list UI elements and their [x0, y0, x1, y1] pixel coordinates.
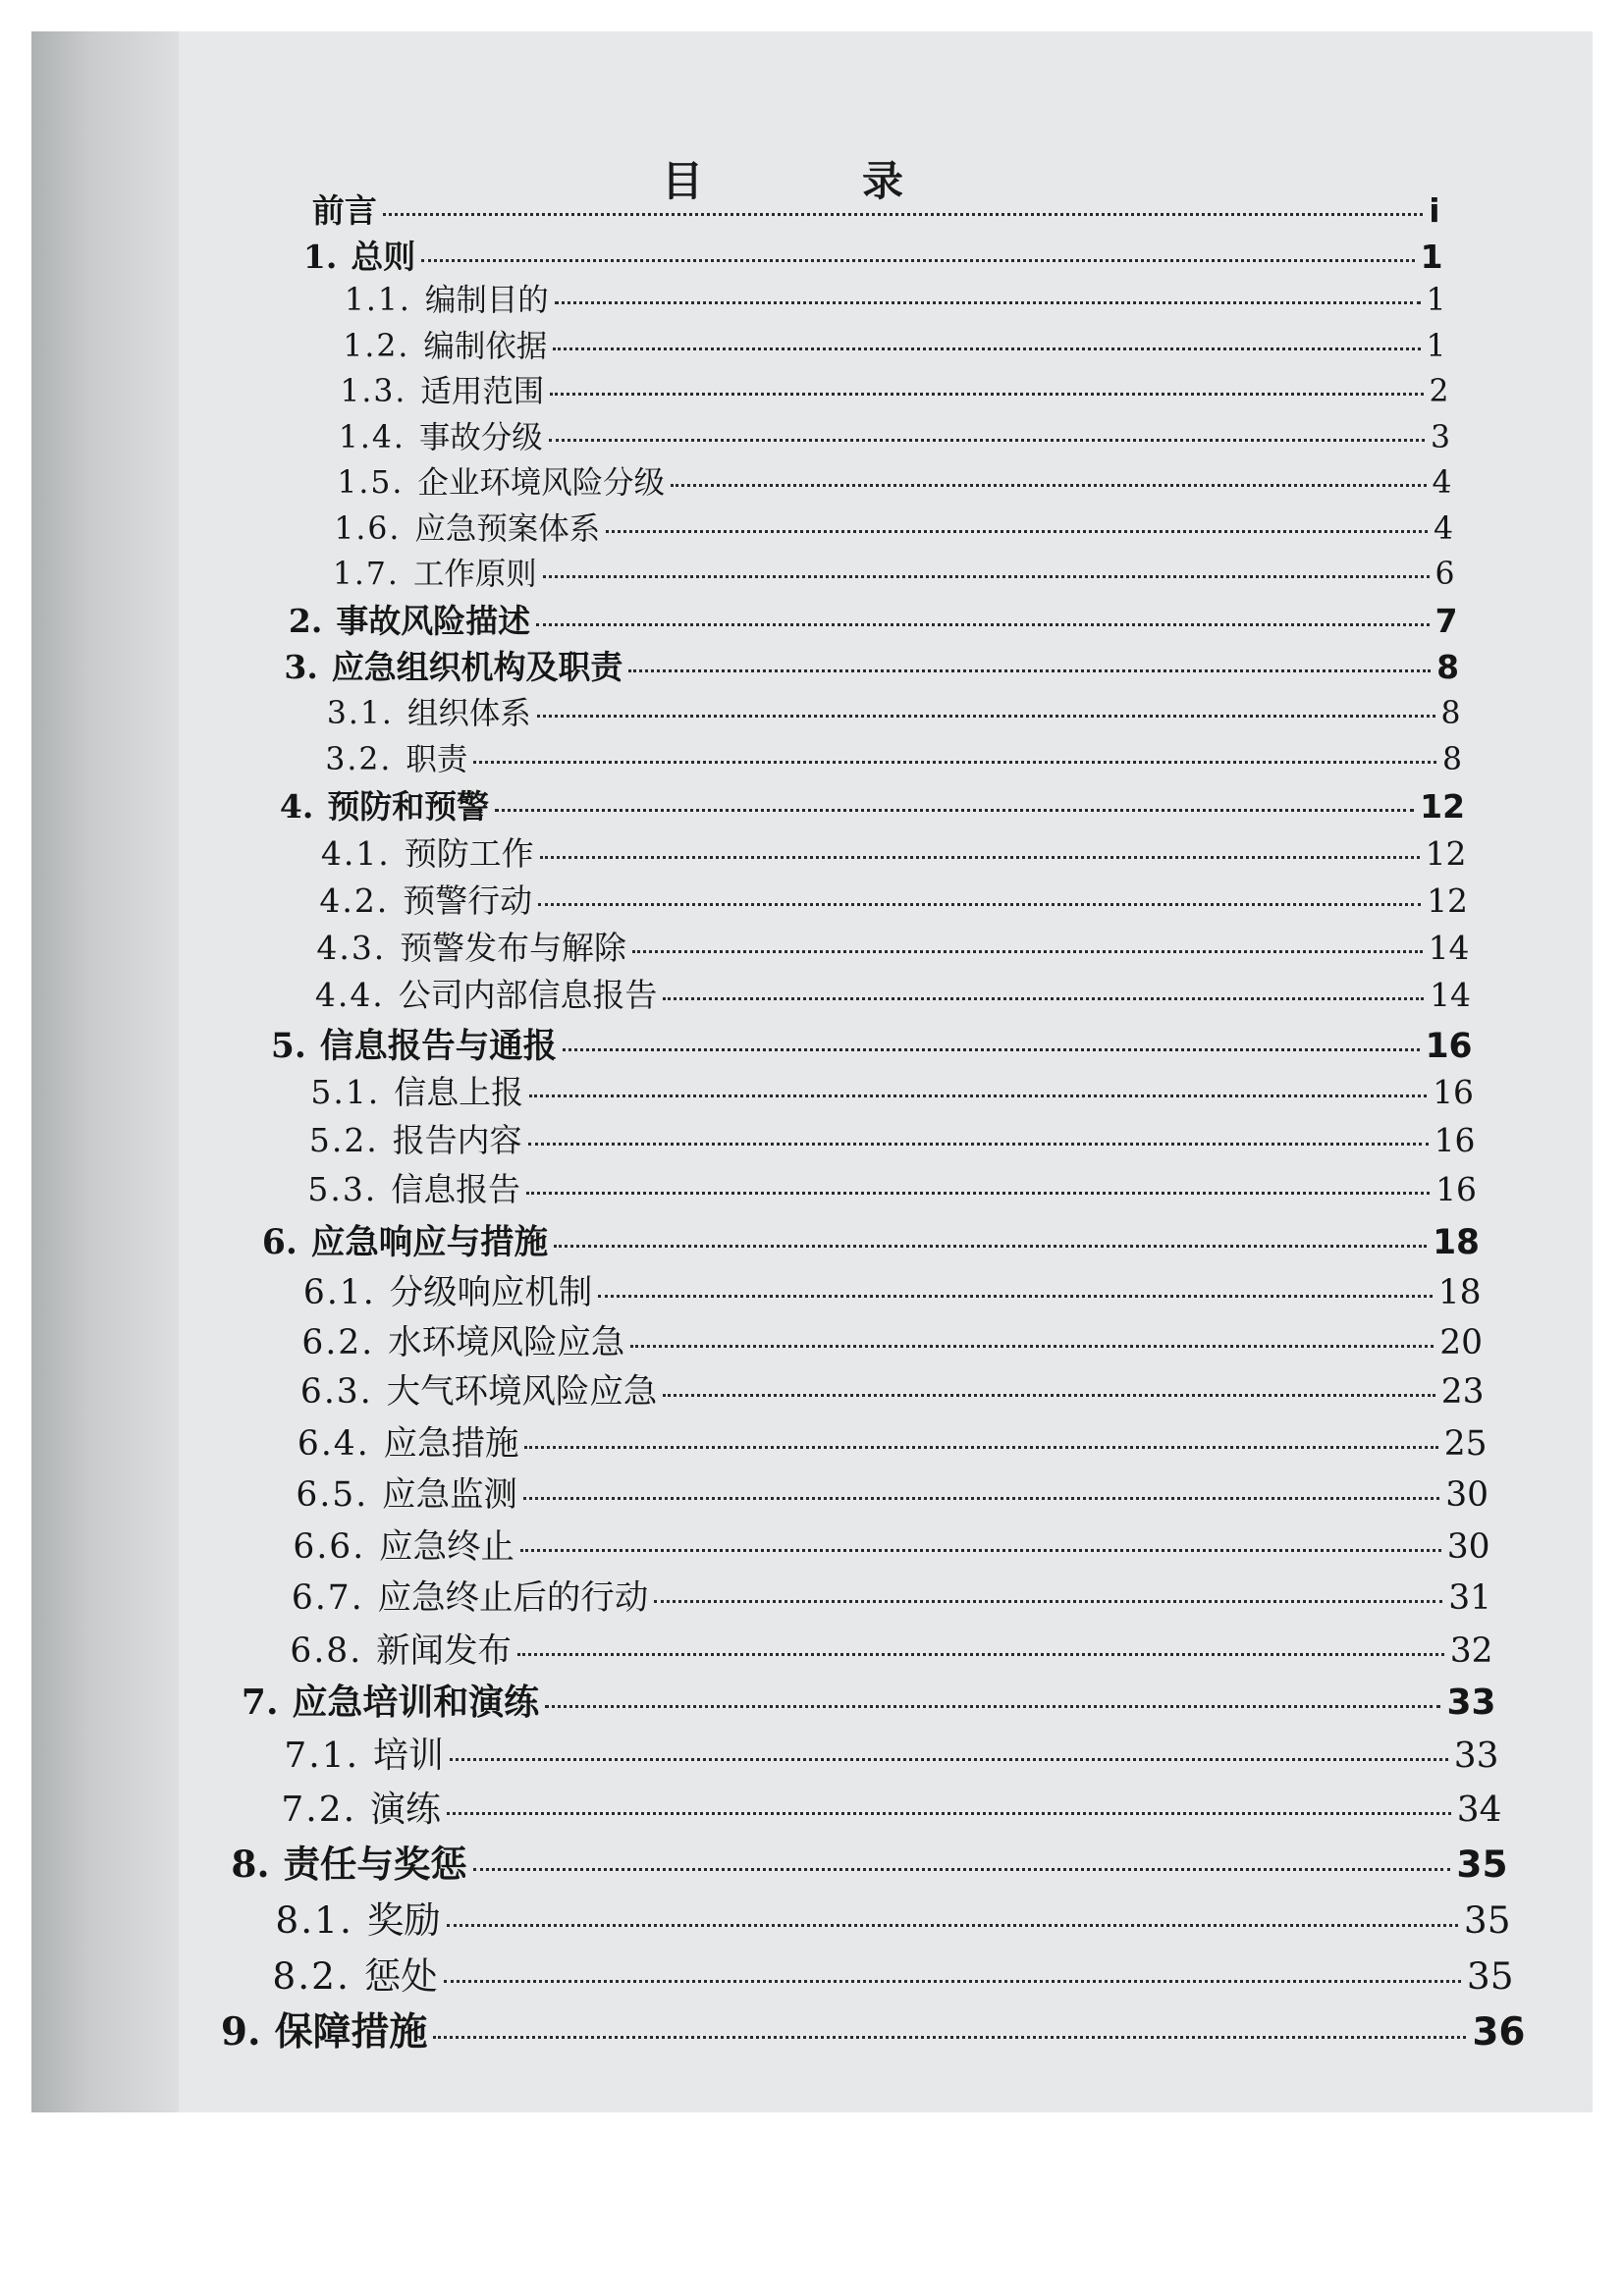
toc-entry-number: 4.3.	[316, 928, 387, 967]
toc-dot-leader	[473, 1868, 1451, 1871]
toc-page-number: 30	[1445, 1475, 1489, 1516]
toc-section-entry[interactable]	[293, 1519, 1489, 1568]
toc-entry-title: 预防和预警	[327, 786, 490, 826]
toc-page-number: 32	[1449, 1631, 1493, 1672]
toc-page-number: 36	[1472, 2009, 1526, 2055]
toc-page-number: 16	[1433, 1072, 1475, 1111]
toc-entry-number: 8.1.	[275, 1898, 353, 1943]
scanned-page-photo	[31, 31, 1593, 2112]
toc-page-number: 35	[1456, 1842, 1508, 1887]
toc-section-entry[interactable]	[325, 734, 1462, 778]
toc-entry-title: 应急预案体系	[414, 510, 601, 547]
toc-entry-number: 7.1.	[284, 1735, 360, 1776]
toc-entry-number: 8.	[231, 1842, 270, 1887]
toc-entry-number: 6.8.	[290, 1631, 363, 1672]
toc-page-number: 23	[1440, 1372, 1485, 1413]
toc-dot-leader	[433, 2036, 1466, 2039]
toc-page-number: 8	[1442, 741, 1463, 777]
toc-section-entry[interactable]	[345, 275, 1446, 319]
toc-entry-number: 3.	[284, 647, 318, 686]
toc-entry-number: 4.1.	[320, 833, 391, 873]
toc-entry-number: 6.2.	[301, 1322, 375, 1362]
toc-entry-title: 分级响应机制	[389, 1272, 593, 1312]
toc-dot-leader	[598, 1295, 1432, 1298]
toc-section-entry[interactable]	[327, 688, 1461, 732]
toc-entry-title: 应急措施	[383, 1423, 519, 1464]
toc-entry-title: 信息报告	[391, 1169, 521, 1208]
toc-title: 目 录	[661, 157, 962, 205]
toc-dot-leader	[450, 1758, 1448, 1761]
toc-entry-title: 应急终止	[379, 1526, 514, 1567]
toc-page-number: 6	[1435, 557, 1455, 593]
toc-entry-title: 预警发布与解除	[400, 928, 626, 967]
toc-entry-title: 培训	[373, 1735, 444, 1776]
toc-dot-leader	[447, 1812, 1451, 1815]
toc-entry-number: 1.6.	[334, 510, 402, 547]
toc-dot-leader	[663, 997, 1424, 1000]
toc-dot-leader	[606, 530, 1428, 533]
toc-page-number: 25	[1443, 1423, 1488, 1464]
toc-entry-number: 5.	[270, 1027, 306, 1067]
toc-dot-leader	[632, 950, 1423, 953]
toc-page-number: 14	[1430, 975, 1472, 1014]
toc-entry-title: 事故分级	[418, 419, 543, 455]
toc-entry-title: 公司内部信息报告	[398, 975, 658, 1014]
toc-chapter-entry[interactable]	[303, 232, 1443, 278]
toc-entry-number: 7.	[241, 1681, 279, 1723]
toc-section-entry[interactable]	[333, 549, 1455, 593]
toc-section-entry[interactable]	[334, 504, 1453, 548]
toc-section-entry[interactable]	[300, 1363, 1485, 1413]
toc-dot-leader	[540, 856, 1420, 859]
toc-section-entry[interactable]	[310, 1067, 1474, 1113]
toc-section-entry[interactable]	[292, 1570, 1491, 1619]
toc-page-number: 12	[1425, 833, 1467, 873]
toc-chapter-entry[interactable]	[262, 1214, 1480, 1263]
toc-entry-number: 1.7.	[332, 557, 400, 593]
toc-entry-title: 大气环境风险应急	[386, 1372, 658, 1413]
toc-entry-title: 奖励	[366, 1898, 441, 1943]
toc-page-number: 3	[1431, 419, 1451, 455]
toc-dot-leader	[555, 301, 1421, 304]
toc-section-entry[interactable]	[298, 1415, 1488, 1465]
toc-entry-title: 预防工作	[404, 833, 534, 873]
toc-page-number: 16	[1435, 1169, 1478, 1208]
toc-page-number: 35	[1466, 1954, 1514, 1999]
toc-entry-number: 5.1.	[310, 1072, 381, 1111]
toc-entry-number: 6.1.	[302, 1272, 376, 1312]
toc-section-entry[interactable]	[303, 1264, 1482, 1313]
toc-dot-leader	[545, 1705, 1440, 1708]
toc-entry-title: 报告内容	[392, 1121, 522, 1160]
toc-chapter-entry[interactable]	[289, 596, 1458, 642]
toc-section-entry[interactable]	[343, 321, 1445, 365]
toc-dot-leader	[536, 623, 1430, 626]
toc-section-entry[interactable]	[316, 923, 1469, 969]
toc-entry-number: 1.5.	[337, 465, 405, 502]
toc-page-number: 12	[1420, 786, 1466, 826]
toc-page-number: 31	[1448, 1578, 1492, 1619]
toc-page-number: i	[1429, 191, 1440, 231]
toc-dot-leader	[517, 1653, 1444, 1656]
toc-dot-leader	[654, 1600, 1442, 1603]
toc-page-number: 34	[1456, 1789, 1502, 1831]
toc-dot-leader	[526, 1192, 1430, 1195]
toc-section-entry[interactable]	[319, 876, 1468, 922]
toc-entry-title: 责任与奖惩	[283, 1842, 467, 1887]
toc-entry-number: 9.	[220, 2008, 261, 2055]
toc-entry-title: 水环境风险应急	[388, 1322, 625, 1362]
toc-entry-number: 1.3.	[340, 374, 407, 410]
toc-page-number: 18	[1433, 1222, 1481, 1262]
toc-entry-number: 4.2.	[319, 881, 390, 920]
toc-dot-leader	[523, 1497, 1439, 1500]
toc-entry-title: 职责	[406, 741, 468, 777]
toc-page-number: 33	[1446, 1682, 1496, 1723]
toc-entry-title: 编制依据	[423, 328, 548, 364]
toc-section-entry[interactable]	[340, 366, 1448, 410]
toc-page-number: 7	[1435, 602, 1458, 641]
toc-entry-title: 演练	[370, 1789, 441, 1831]
toc-entry-title: 编制目的	[424, 283, 549, 319]
toc-entry-number: 6.3.	[299, 1372, 373, 1413]
toc-page-number: 1	[1426, 283, 1446, 319]
toc-entry-title: 适用范围	[420, 374, 545, 410]
toc-chapter-entry[interactable]	[221, 2002, 1526, 2056]
toc-entry-number: 1.2.	[343, 328, 410, 364]
toc-entry-title: 新闻发布	[376, 1631, 512, 1672]
toc-entry-number: 6.7.	[291, 1578, 364, 1619]
toc-dot-leader	[630, 1345, 1434, 1348]
toc-dot-leader	[550, 393, 1423, 396]
toc-entry-title: 保障措施	[274, 2009, 428, 2055]
toc-entry-number: 8.2.	[272, 1954, 351, 1999]
toc-entry-title: 应急终止后的行动	[377, 1578, 649, 1619]
toc-section-entry[interactable]	[307, 1164, 1477, 1210]
toc-entry-number: 1.4.	[338, 419, 406, 455]
toc-dot-leader	[524, 1446, 1437, 1449]
toc-page-number: 18	[1437, 1272, 1482, 1312]
toc-page-number: 14	[1428, 928, 1470, 967]
toc-page-number: 1	[1426, 328, 1446, 364]
toc-page-number: 8	[1436, 647, 1460, 686]
toc-section-entry[interactable]	[301, 1314, 1483, 1363]
toc-entry-number: 2.	[288, 602, 323, 641]
toc-entry-title: 应急响应与措施	[310, 1222, 549, 1262]
toc-dot-leader	[671, 484, 1426, 487]
book-spine-shadow	[31, 31, 179, 2112]
toc-entry-number: 6.4.	[297, 1423, 370, 1464]
toc-dot-leader	[473, 761, 1436, 764]
toc-entry-title: 信息报告与通报	[319, 1027, 558, 1067]
toc-entry-number: 6.	[261, 1222, 298, 1262]
toc-entry-number: 5.3.	[307, 1169, 378, 1208]
toc-entry-number: 7.2.	[281, 1789, 357, 1831]
toc-entry-number: 1.1.	[344, 283, 411, 319]
toc-dot-leader	[537, 715, 1435, 718]
toc-dot-leader	[553, 347, 1420, 350]
toc-dot-leader	[495, 809, 1414, 812]
toc-entry-title: 惩处	[363, 1954, 438, 1999]
toc-page-number: 4	[1434, 510, 1454, 547]
toc-page-number: 20	[1439, 1322, 1484, 1362]
toc-section-entry[interactable]	[284, 1728, 1498, 1778]
toc-entry-number: 5.2.	[308, 1121, 379, 1160]
toc-page-number: 4	[1432, 465, 1452, 502]
toc-chapter-entry[interactable]	[312, 186, 1440, 232]
toc-entry-title: 应急监测	[382, 1475, 517, 1516]
toc-entry-title: 应急培训和演练	[292, 1682, 540, 1723]
toc-chapter-entry[interactable]	[242, 1675, 1496, 1725]
toc-page-number: 1	[1420, 237, 1443, 276]
toc-entry-title: 企业环境风险分级	[417, 465, 666, 502]
toc-page-number: 2	[1429, 374, 1449, 410]
toc-dot-leader	[538, 903, 1421, 906]
toc-chapter-entry[interactable]	[271, 1018, 1473, 1067]
toc-dot-leader	[563, 1048, 1420, 1051]
toc-page-number: 8	[1440, 696, 1461, 732]
toc-entry-title: 预警行动	[403, 881, 533, 920]
toc-dot-leader	[663, 1394, 1435, 1397]
toc-entry-title: 总则	[351, 237, 416, 276]
toc-entry-title: 前言	[311, 191, 377, 231]
toc-page-number: 16	[1434, 1121, 1476, 1160]
toc-entry-title: 应急组织机构及职责	[331, 647, 623, 686]
toc-page-number: 30	[1446, 1526, 1490, 1567]
toc-chapter-entry[interactable]	[280, 781, 1465, 828]
toc-section-entry[interactable]	[309, 1115, 1476, 1161]
toc-section-entry[interactable]	[275, 1891, 1510, 1944]
toc-section-entry[interactable]	[296, 1467, 1489, 1516]
toc-dot-leader	[529, 1095, 1427, 1097]
toc-entry-title: 组织体系	[406, 696, 531, 732]
toc-dot-leader	[543, 575, 1430, 578]
toc-page-number: 12	[1427, 881, 1469, 920]
toc-dot-leader	[554, 1245, 1427, 1248]
toc-page-number: 35	[1463, 1898, 1511, 1943]
toc-dot-leader	[628, 669, 1431, 672]
toc-entry-number: 1.	[302, 237, 338, 276]
toc-chapter-entry[interactable]	[231, 1835, 1507, 1888]
toc-entry-number: 6.6.	[293, 1526, 366, 1567]
toc-entry-number: 4.4.	[314, 975, 385, 1014]
toc-dot-leader	[383, 213, 1423, 216]
toc-dot-leader	[444, 1980, 1461, 1983]
toc-section-entry[interactable]	[281, 1782, 1501, 1832]
toc-section-entry[interactable]	[337, 457, 1451, 502]
toc-section-entry[interactable]	[272, 1947, 1513, 2000]
toc-dot-leader	[447, 1924, 1458, 1927]
toc-page-number: 33	[1453, 1735, 1499, 1776]
toc-entry-number: 4.	[279, 786, 314, 826]
toc-dot-leader	[549, 439, 1425, 442]
toc-section-entry[interactable]	[321, 828, 1467, 875]
toc-dot-leader	[528, 1143, 1429, 1146]
toc-section-entry[interactable]	[290, 1623, 1492, 1672]
toc-dot-leader	[520, 1549, 1441, 1552]
toc-entry-number: 6.5.	[296, 1475, 369, 1516]
toc-page-number: 16	[1425, 1027, 1473, 1067]
toc-entry-title: 工作原则	[412, 557, 537, 593]
toc-chapter-entry[interactable]	[284, 642, 1459, 688]
toc-dot-leader	[421, 259, 1414, 262]
toc-entry-number: 3.1.	[326, 696, 394, 732]
toc-entry-number: 3.2.	[325, 741, 393, 777]
toc-section-entry[interactable]	[315, 970, 1471, 1016]
toc-entry-title: 事故风险描述	[336, 602, 531, 641]
toc-entry-title: 信息上报	[394, 1072, 524, 1111]
toc-section-entry[interactable]	[339, 412, 1450, 456]
